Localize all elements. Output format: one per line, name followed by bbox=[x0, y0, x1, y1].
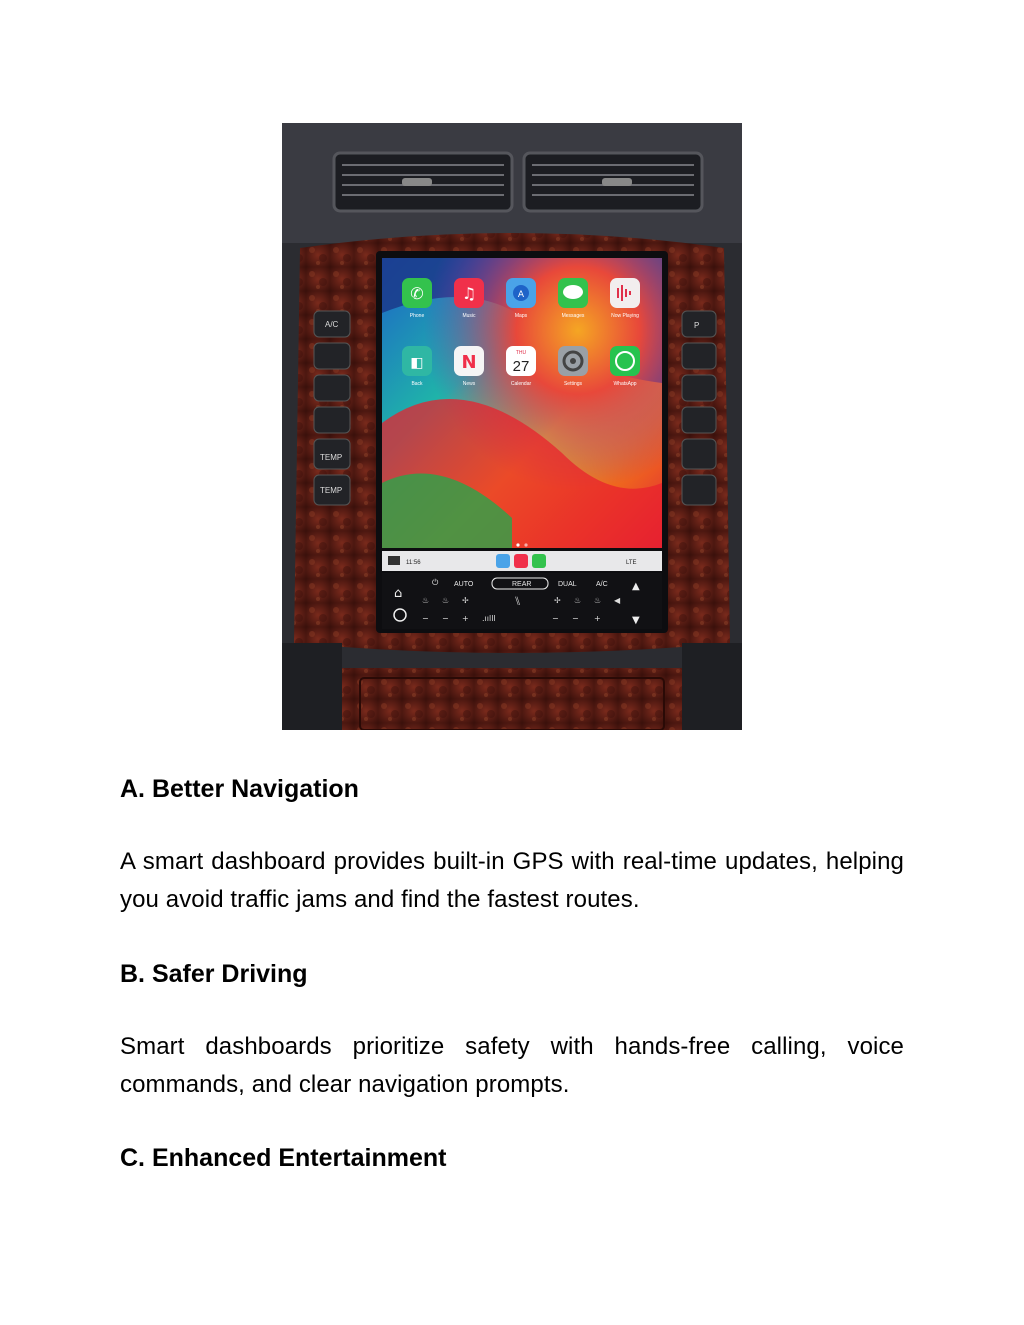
svg-text:N: N bbox=[461, 352, 477, 373]
right-button-5[interactable] bbox=[682, 439, 716, 469]
app-label: Messages bbox=[561, 313, 585, 319]
plus-icon[interactable]: + bbox=[594, 614, 601, 623]
power-icon[interactable]: ⏻ bbox=[432, 578, 439, 587]
app-label: Now Playing bbox=[611, 313, 639, 319]
svg-text:♫: ♫ bbox=[461, 284, 477, 303]
app-label: Calendar bbox=[510, 381, 532, 387]
chevron-up-icon[interactable]: ▲ bbox=[632, 581, 640, 592]
chevron-down-icon[interactable]: ▼ bbox=[632, 615, 640, 626]
park-assist-label: P bbox=[694, 321, 700, 330]
seat-heat-icon[interactable]: ♨ bbox=[594, 596, 602, 605]
whatsapp-icon[interactable] bbox=[610, 346, 640, 376]
auto-label[interactable]: AUTO bbox=[454, 581, 474, 588]
app-label: Music bbox=[462, 313, 476, 319]
section-body-navigation: A smart dashboard provides built-in GPS with real-time updates, helping you avoid traffic jams and find the fastest routes. bbox=[120, 848, 904, 913]
dock-maps-icon[interactable] bbox=[496, 554, 510, 568]
dashboard-photo bbox=[282, 123, 742, 730]
section-body-safety: Smart dashboards prioritize safety with hands-free calling, voice commands, and clear navigation prompts. bbox=[120, 1033, 904, 1098]
ac-label[interactable]: A/C bbox=[596, 581, 608, 588]
seat-icon[interactable]: ⑊ bbox=[514, 594, 522, 608]
svg-text:A: A bbox=[517, 290, 525, 300]
carplay-screen bbox=[382, 258, 662, 571]
section-heading-entertainment: C. Enhanced Entertainment bbox=[120, 1144, 447, 1172]
fan-level-indicator: .ıılll bbox=[482, 614, 496, 623]
plus-icon[interactable]: + bbox=[462, 614, 469, 623]
app-label: Phone bbox=[409, 313, 425, 319]
right-button-6[interactable] bbox=[682, 475, 716, 505]
home-icon[interactable]: ⌂ bbox=[394, 586, 403, 601]
app-label: Settings bbox=[563, 381, 583, 387]
rear-label: REAR bbox=[512, 581, 532, 588]
status-time: 11:56 bbox=[406, 560, 421, 566]
dual-label[interactable]: DUAL bbox=[558, 581, 577, 588]
seat-heat-icon[interactable]: ♨ bbox=[442, 596, 450, 605]
fan-down-button[interactable] bbox=[314, 407, 350, 433]
dock-phone-icon[interactable] bbox=[532, 554, 546, 568]
app-label: Back bbox=[411, 381, 423, 387]
volume-icon[interactable]: ◀ bbox=[614, 596, 621, 605]
right-button-2[interactable] bbox=[682, 343, 716, 369]
svg-text:✆: ✆ bbox=[410, 284, 424, 303]
fan-icon[interactable]: ✢ bbox=[554, 596, 561, 605]
dashboard-icon[interactable] bbox=[388, 556, 400, 565]
climate-control-strip bbox=[382, 573, 662, 629]
right-button-4[interactable] bbox=[682, 407, 716, 433]
seat-heat-icon[interactable]: ♨ bbox=[422, 596, 430, 605]
right-button-3[interactable] bbox=[682, 375, 716, 401]
minus-icon[interactable]: − bbox=[552, 614, 559, 623]
minus-icon[interactable]: − bbox=[422, 614, 429, 623]
section-heading-safety: B. Safer Driving bbox=[120, 960, 308, 988]
calendar-date: 27 bbox=[512, 358, 530, 375]
fan-up-button[interactable] bbox=[314, 375, 350, 401]
dashboard-illustration bbox=[282, 123, 742, 730]
seat-heat-icon[interactable]: ♨ bbox=[574, 596, 582, 605]
minus-icon[interactable]: − bbox=[442, 614, 449, 623]
section-heading-navigation: A. Better Navigation bbox=[120, 775, 359, 803]
status-signal: LTE bbox=[626, 560, 637, 566]
dock-music-icon[interactable] bbox=[514, 554, 528, 568]
defrost-button[interactable] bbox=[314, 343, 350, 369]
app-label: Maps bbox=[514, 313, 528, 319]
fan-icon[interactable]: ✢ bbox=[462, 596, 469, 605]
app-label: News bbox=[462, 381, 476, 387]
temp-up-label: TEMP bbox=[320, 453, 343, 462]
temp-down-label: TEMP bbox=[320, 486, 343, 495]
svg-text:◧: ◧ bbox=[410, 355, 424, 371]
app-label: WhatsApp bbox=[613, 381, 637, 387]
ac-button-label: A/C bbox=[325, 320, 339, 329]
calendar-day: THU bbox=[515, 350, 527, 356]
minus-icon[interactable]: − bbox=[572, 614, 579, 623]
